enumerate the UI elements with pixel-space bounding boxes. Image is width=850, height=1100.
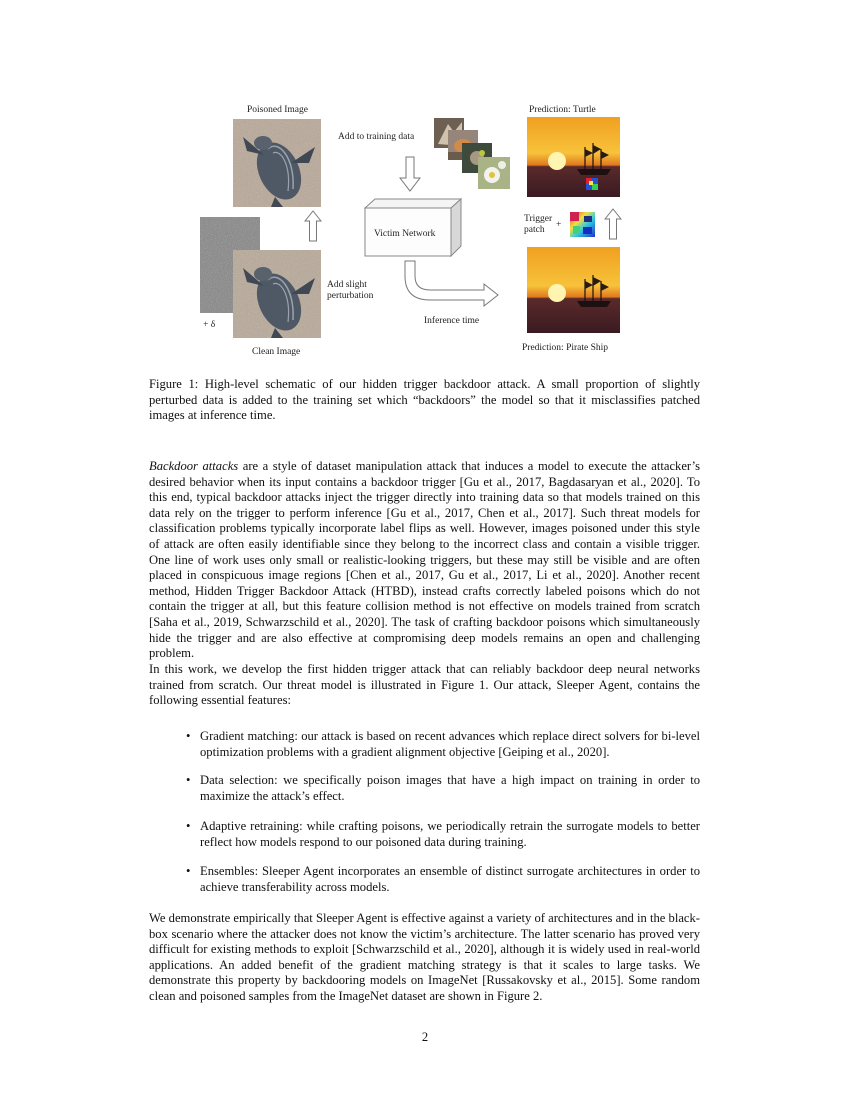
bullet-text: Data selection: we specifically poison images that have a high impact on training in order to maximize the attack’s effect. [200,773,700,803]
prediction-pirate-ship-label: Prediction: Pirate Ship [522,343,609,353]
paragraph-backdoor-attacks [149,459,700,662]
paragraph-demonstrate: We demonstrate empirically that Sleeper Agent is effective against a variety of architectures and in the black-box scenario where the attacker does not know the victim’s architecture. The latter scenario has proved very difficult for existing methods to exploit [Schwarzschild et al., 2020], although it is widely used in real-world applications. An added benefit of the gradient matching strategy is that it scales to large tasks. We demonstrate this property by backdooring models on ImageNet [Russakovsky et al., 2015]. Some random clean and poisoned samples from the ImageNet dataset are shown in Figure 2. [149,911,700,1003]
poisoned-turtle-image [233,119,321,207]
inference-time-label: Inference time [424,316,480,326]
bullet-data-selection [186,773,700,804]
poisoned-image-label: Poisoned Image [247,105,308,115]
bullet-symbol: • [186,864,191,878]
add-slight-line2: perturbation [327,291,374,301]
patched-sunset-ship-image [527,117,620,197]
backdoor-attacks-term: Backdoor attacks [149,459,239,473]
victim-network-label: Victim Network [374,229,436,239]
add-slight-line1: Add slight [327,280,367,290]
bullet-gradient-matching [186,729,700,760]
down-arrow-icon [399,156,421,192]
bullet-text: Gradient matching: our attack is based on recent advances which replace direct solvers for bi-level optimization problems with a gradient alignment objective [Geiping et al., 2020]. [200,729,700,759]
plus-sign: + [556,220,562,230]
delta-label: + δ [203,320,216,330]
add-to-training-label: Add to training data [338,132,415,142]
trigger-line1: Trigger [524,214,553,224]
up-arrow-icon [304,210,322,242]
clean-turtle-image [233,250,321,338]
paragraph-this-work: In this work, we develop the first hidden trigger attack that can reliably backdoor deep neural networks trained from scratch. Our threat model is illustrated in Figure 1. Our attack, Sleeper Agent, contains the following essential features: [149,662,700,708]
victim-network-box [364,198,462,258]
bullet-symbol: • [186,729,191,743]
bullet-text: Adaptive retraining: while crafting poisons, we periodically retrain the surrogate models to better reflect how models respond to our poisoned data during training. [200,819,700,849]
prediction-turtle-label: Prediction: Turtle [529,105,596,115]
bullet-symbol: • [186,819,191,833]
figure-caption: Figure 1: High-level schematic of our hidden trigger backdoor attack. A small proportion of slightly perturbed data is added to the training set which “backdoors” the model so that it misclassifies patched images at inference time. [149,377,700,423]
up-arrow-right-icon [604,208,622,240]
inference-arrow-icon [404,260,500,310]
page-number: 2 [421,1030,429,1044]
trigger-patch-label [524,214,552,236]
bullet-ensembles [186,864,700,895]
training-image-4 [478,157,510,189]
bullet-symbol: • [186,773,191,787]
clean-sunset-ship-image [527,247,620,333]
add-slight-perturbation-label [327,280,373,302]
clean-image-label: Clean Image [252,347,301,357]
trigger-patch-image [570,212,595,237]
paragraph-backdoor-attacks-text: are a style of dataset manipulation attack that induces a model to execute the attacker’s desired behavior when its input contains a backdoor trigger [Gu et al., 2017, Bagdasaryan et al., 2020]. To this end, typical backdoor attacks inject the trigger directly into training data so that models trained on this data rely on the trigger to perform inference [Gu et al., 2017, Chen et al., 2017]. Such threat models for classification problems typically incorporate label flips as well. However, images poisoned under this style of attack are often easily identifiable since they belong to the incorrect class and contain a visible trigger. One line of work uses only small or realistic-looking triggers, but these may still be visible and are often placed in conspicuous image regions [Chen et al., 2017, Gu et al., 2017, Li et al., 2020]. Another recent method, Hidden Trigger Backdoor Attack (HTBD), instead crafts correctly labeled poisons which do not contain the trigger at all, but this feature collision method is not effective on models trained from scratch [Saha et al., 2019, Schwarzschild et al., 2020]. The task of crafting backdoor poisons which simultaneously hide the trigger and are also effective at compromising deep models remains an open and challenging problem. [149,459,700,661]
bullet-adaptive-retraining [186,819,700,850]
trigger-line2: patch [524,225,545,235]
bullet-text: Ensembles: Sleeper Agent incorporates an ensemble of distinct surrogate architectures in order to achieve transferability across models. [200,864,700,894]
